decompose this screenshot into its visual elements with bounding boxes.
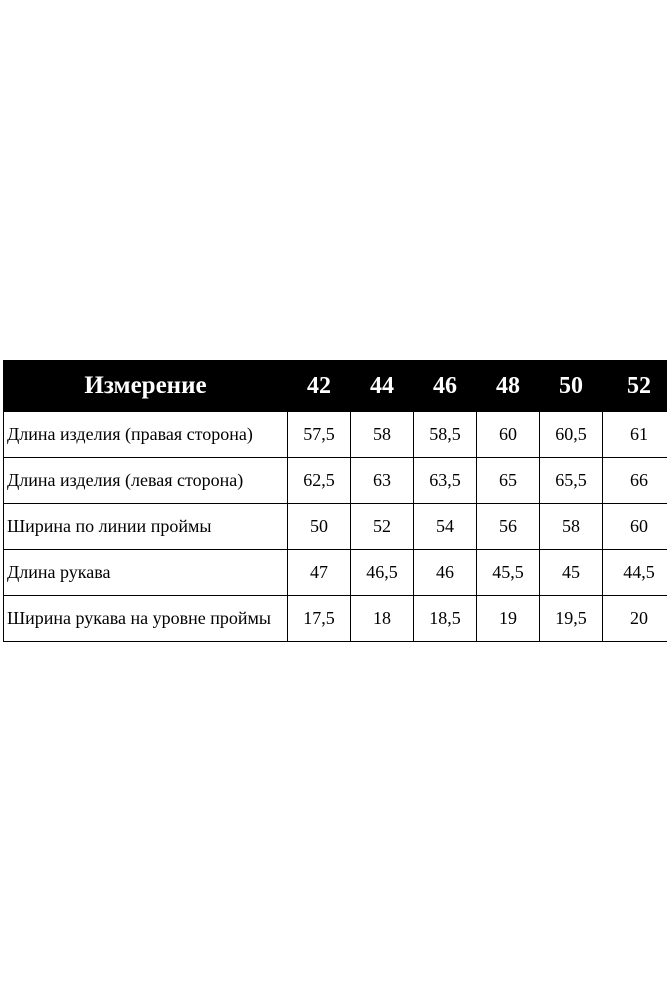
table-cell: 50: [288, 504, 351, 550]
size-header: 44: [351, 361, 414, 412]
row-label: Ширина по линии проймы: [4, 504, 288, 550]
table-row: [4, 550, 667, 596]
table-cell: 60: [603, 504, 667, 550]
table-cell: 52: [351, 504, 414, 550]
table-cell: 47: [288, 550, 351, 596]
table-cell: 58: [540, 504, 603, 550]
table-cell: 57,5: [288, 412, 351, 458]
size-chart-table: [3, 360, 667, 642]
table-cell: 63: [351, 458, 414, 504]
size-header: 50: [540, 361, 603, 412]
table-cell: 18,5: [414, 596, 477, 642]
table-row: [4, 596, 667, 642]
table-cell: 54: [414, 504, 477, 550]
table-cell: 18: [351, 596, 414, 642]
table-cell: 61: [603, 412, 667, 458]
measure-column-header: Измерение: [4, 361, 288, 412]
table-header-row: [4, 361, 667, 412]
table-cell: 46,5: [351, 550, 414, 596]
table-cell: 56: [477, 504, 540, 550]
row-label: Ширина рукава на уровне проймы: [4, 596, 288, 642]
table-cell: 66: [603, 458, 667, 504]
table-cell: 62,5: [288, 458, 351, 504]
size-header: 52: [603, 361, 667, 412]
row-label: Длина изделия (левая сторона): [4, 458, 288, 504]
table-cell: 58: [351, 412, 414, 458]
table-cell: 20: [603, 596, 667, 642]
table-cell: 58,5: [414, 412, 477, 458]
row-label: Длина рукава: [4, 550, 288, 596]
size-header: 42: [288, 361, 351, 412]
table-cell: 45: [540, 550, 603, 596]
table-cell: 60: [477, 412, 540, 458]
table-cell: 45,5: [477, 550, 540, 596]
size-header: 46: [414, 361, 477, 412]
size-header: 48: [477, 361, 540, 412]
table-row: [4, 458, 667, 504]
table-row: [4, 504, 667, 550]
row-label: Длина изделия (правая сторона): [4, 412, 288, 458]
table-row: [4, 412, 667, 458]
table-cell: 19: [477, 596, 540, 642]
table-cell: 65,5: [540, 458, 603, 504]
table-cell: 19,5: [540, 596, 603, 642]
table-cell: 60,5: [540, 412, 603, 458]
table-cell: 63,5: [414, 458, 477, 504]
table-cell: 46: [414, 550, 477, 596]
table-cell: 44,5: [603, 550, 667, 596]
table-cell: 17,5: [288, 596, 351, 642]
table-cell: 65: [477, 458, 540, 504]
